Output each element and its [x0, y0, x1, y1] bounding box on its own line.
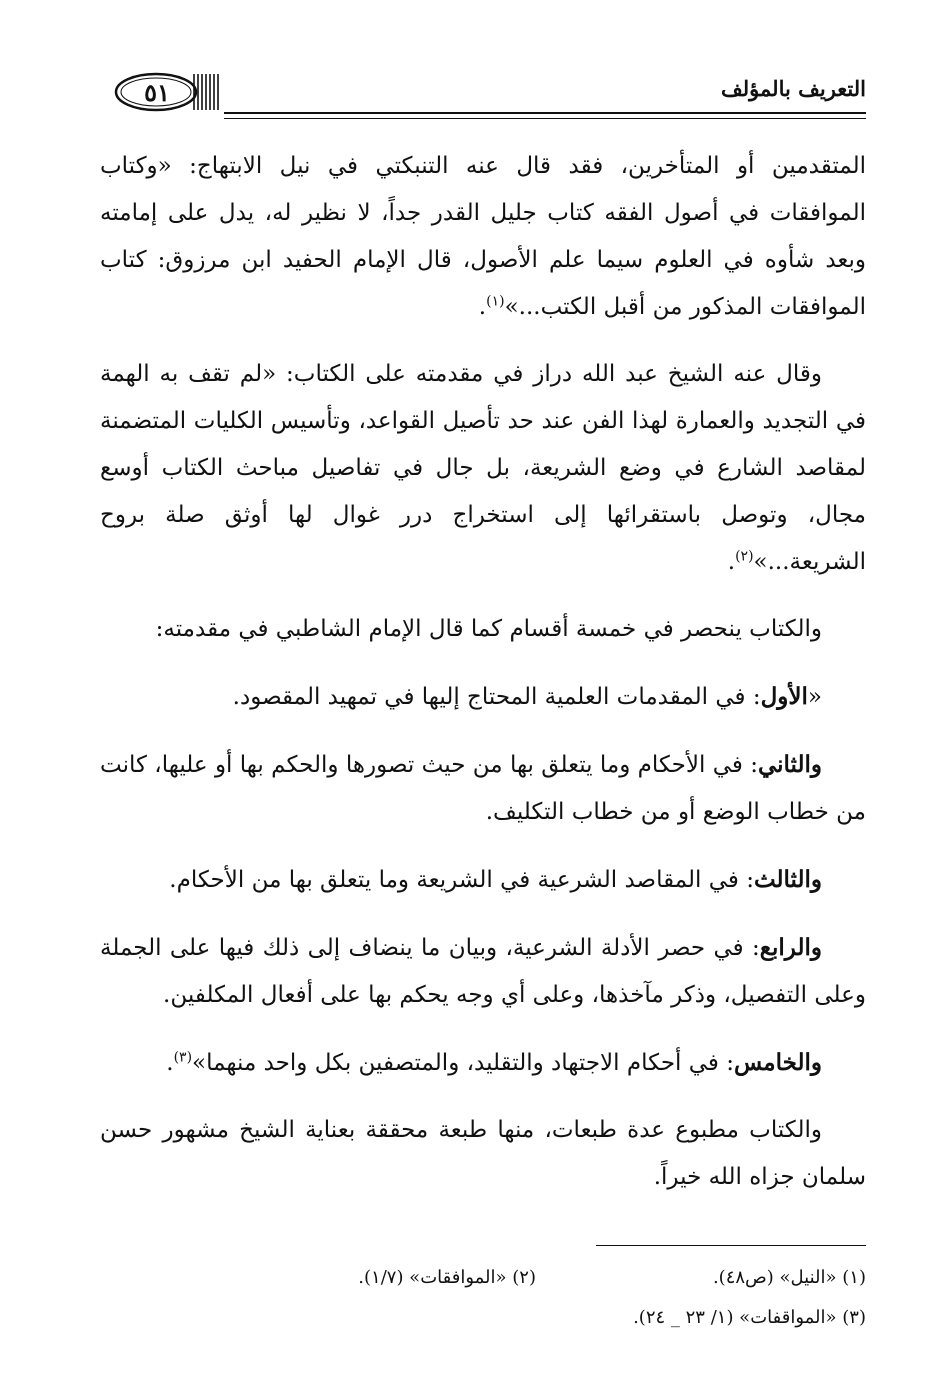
paragraph-1 — [100, 143, 866, 331]
section-fourth — [100, 924, 866, 1019]
running-title: التعريف بالمؤلف — [721, 76, 866, 101]
section-term: والرابع — [759, 934, 822, 961]
paragraph-3 — [100, 606, 866, 653]
footnote-1: (١) «النيل» (ص٤٨). — [712, 1267, 866, 1288]
header-rule-thin — [224, 118, 866, 119]
footnote-separator — [596, 1245, 866, 1246]
section-fifth — [100, 1039, 866, 1087]
paragraph-end: . — [166, 1050, 174, 1076]
section-term: والخامس — [733, 1049, 822, 1076]
section-text: : في حصر الأدلة الشرعية، وبيان ما ينضاف إلى ذلك فيها على الجملة وعلى التفصيل، وذكر مآخذها، وعلى أي وجه يحكم بها على أفعال المكلفين. — [100, 935, 866, 1008]
footnote-3: (٣) «المواقفات» (١/ ٢٣ _ ٢٤). — [633, 1307, 866, 1328]
section-text: : في أحكام الاجتهاد والتقليد، والمتصفين بكل واحد منهما» — [192, 1050, 734, 1076]
footnote-2: (٢) «الموافقات» (١/٧). — [358, 1267, 536, 1288]
section-term: والثاني — [757, 751, 822, 778]
main-text — [100, 143, 866, 1221]
section-text: : في المقدمات العلمية المحتاج إليها في تمهيد المقصود. — [232, 684, 761, 710]
header-rule — [224, 112, 866, 114]
page-header — [100, 62, 866, 124]
paragraph-text: والكتاب مطبوع عدة طبعات، منها طبعة محققة بعناية الشيخ مشهور حسن سلمان جزاه الله خيراً. — [100, 1117, 866, 1190]
quote-open: « — [807, 684, 822, 710]
section-term: والثالث — [753, 866, 822, 893]
paragraph-text: وقال عنه الشيخ عبد الله دراز في مقدمته على الكتاب: «لم تقف به الهمة في التجديد والعمارة لهذا الفن عند حد تأصيل القواعد، وتأسيس الكليات المتضمنة لمقاصد الشارع في وضع الشريعة، بل جال في تفاصيل مباحث الكتاب أوسع مجال، وتوصل باستقرائها إلى استخراج درر غوال لها أوثق صلة بروح الشريعة...» — [100, 361, 866, 575]
paragraph-end: . — [478, 294, 487, 320]
footnote-ref-2: (٢) — [735, 548, 754, 565]
paragraph-2 — [100, 351, 866, 586]
section-second — [100, 741, 866, 836]
section-third — [100, 856, 866, 904]
footnote-ref-3: (٣) — [173, 1049, 193, 1066]
section-first — [100, 673, 866, 721]
section-text: : في المقاصد الشرعية في الشريعة وما يتعلق بها من الأحكام. — [169, 867, 754, 893]
section-term: الأول — [760, 683, 808, 710]
footnotes — [100, 1258, 866, 1338]
footnote-ref-1: (١) — [486, 293, 505, 310]
paragraph-end: . — [727, 549, 736, 575]
footnote-row — [100, 1258, 866, 1298]
paragraph-9 — [100, 1107, 866, 1201]
paragraph-text: المتقدمين أو المتأخرين، فقد قال عنه التنبكتي في نيل الابتهاج: «وكتاب الموافقات في أصول الفقه كتاب جليل القدر جداً، لا نظير له، يدل على إمامته وبعد شأوه في العلوم سيما علم الأصول، قال الإمام الحفيد ابن مرزوق: كتاب الموافقات المذكور من أقبل الكتب...» — [100, 153, 866, 320]
paragraph-text: والكتاب ينحصر في خمسة أقسام كما قال الإمام الشاطبي في مقدمته: — [155, 616, 822, 642]
page-number: ٥١ — [144, 78, 170, 107]
section-text: : في الأحكام وما يتعلق بها من حيث تصورها والحكم بها أو عليها، كانت من خطاب الوضع أو من خطاب التكليف. — [100, 752, 866, 825]
footnote-row — [100, 1298, 866, 1338]
